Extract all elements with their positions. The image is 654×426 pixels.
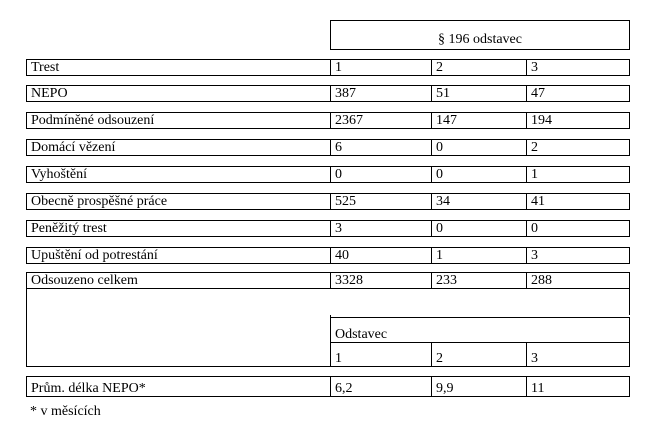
row-label-text: Vyhoštění	[31, 167, 87, 182]
table-row-label	[26, 247, 331, 264]
table-row-label	[26, 85, 331, 102]
table-cell	[526, 272, 630, 289]
column-header-3	[526, 59, 630, 76]
cell-value: 40	[335, 248, 349, 263]
table-cell	[330, 166, 432, 183]
table-cell	[431, 247, 527, 264]
column-header-1-label: 1	[335, 60, 342, 75]
table-row-label	[26, 193, 331, 210]
table-cell	[526, 139, 630, 156]
table-cell	[526, 112, 630, 129]
table-cell	[330, 193, 432, 210]
column-header-3-label: 3	[531, 60, 538, 75]
cell-value: 11	[531, 381, 545, 396]
table-cell	[431, 166, 527, 183]
cell-value: 9,9	[436, 381, 454, 396]
second-column-header-1-label: 1	[335, 351, 342, 366]
row-label-text: Podmíněné odsouzení	[31, 113, 155, 128]
row-header-label-cell	[26, 59, 331, 76]
table-cell	[526, 166, 630, 183]
cell-value: 3	[335, 221, 342, 236]
table-row-label	[26, 139, 331, 156]
cell-value: 47	[531, 86, 545, 101]
cell-value: 194	[531, 113, 552, 128]
table-cell	[431, 139, 527, 156]
table-cell	[330, 139, 432, 156]
row-label-text: NEPO	[31, 86, 68, 101]
sentencing-table	[26, 20, 630, 397]
second-group-header: Odstavec	[335, 327, 388, 342]
second-column-header-1	[330, 342, 432, 367]
table-cell	[431, 376, 527, 397]
table-cell	[330, 247, 432, 264]
cell-value: 1	[531, 167, 538, 182]
cell-value: 233	[436, 273, 457, 288]
cell-value: 0	[436, 167, 443, 182]
cell-value: 41	[531, 194, 545, 209]
second-column-header-2-label: 2	[436, 351, 443, 366]
spacer-row	[26, 289, 630, 315]
second-header-blank	[26, 315, 331, 367]
table-cell	[330, 272, 432, 289]
footnote: * v měsících	[30, 404, 101, 419]
table-cell	[431, 272, 527, 289]
column-header-1	[330, 59, 432, 76]
table-cell	[526, 247, 630, 264]
table-cell	[330, 85, 432, 102]
table-row-label	[26, 112, 331, 129]
table-cell	[526, 85, 630, 102]
cell-value: 288	[531, 273, 552, 288]
cell-value: 0	[335, 167, 342, 182]
table-cell	[526, 193, 630, 210]
cell-value: 147	[436, 113, 457, 128]
table-row-label	[26, 220, 331, 237]
table-cell	[431, 112, 527, 129]
row-header-label: Trest	[31, 60, 60, 75]
avg-length-row-label	[26, 376, 331, 397]
table-cell	[526, 220, 630, 237]
cell-value: 0	[436, 221, 443, 236]
table-cell	[431, 85, 527, 102]
cell-value: 6,2	[335, 381, 353, 396]
row-label-text: Domácí vězení	[31, 140, 116, 155]
second-group-header-cell	[330, 317, 630, 343]
group-header: § 196 odstavec	[438, 32, 522, 47]
table-row-label	[26, 272, 331, 289]
cell-value: 2	[531, 140, 538, 155]
cell-value: 1	[436, 248, 443, 263]
column-header-2-label: 2	[436, 60, 443, 75]
second-column-header-3-label: 3	[531, 351, 538, 366]
row-label-text: Odsouzeno celkem	[31, 273, 138, 288]
row-label-text: Prům. délka NEPO*	[31, 381, 146, 396]
cell-value: 2367	[335, 113, 363, 128]
table-cell	[431, 220, 527, 237]
table-cell	[330, 220, 432, 237]
header-blank-cell	[330, 20, 630, 50]
cell-value: 525	[335, 194, 356, 209]
row-label-text: Obecně prospěšné práce	[31, 194, 168, 209]
table-cell	[526, 376, 630, 397]
cell-value: 34	[436, 194, 450, 209]
row-label-text: Peněžitý trest	[31, 221, 107, 236]
cell-value: 0	[436, 140, 443, 155]
second-column-header-2	[431, 342, 527, 367]
cell-value: 3	[531, 248, 538, 263]
table-cell	[330, 376, 432, 397]
column-header-2	[431, 59, 527, 76]
cell-value: 6	[335, 140, 342, 155]
cell-value: 51	[436, 86, 450, 101]
table-row-label	[26, 166, 331, 183]
cell-value: 0	[531, 221, 538, 236]
second-column-header-3	[526, 342, 630, 367]
row-label-text: Upuštění od potrestání	[31, 248, 158, 263]
table-cell	[431, 193, 527, 210]
cell-value: 387	[335, 86, 356, 101]
table-cell	[330, 112, 432, 129]
cell-value: 3328	[335, 273, 363, 288]
